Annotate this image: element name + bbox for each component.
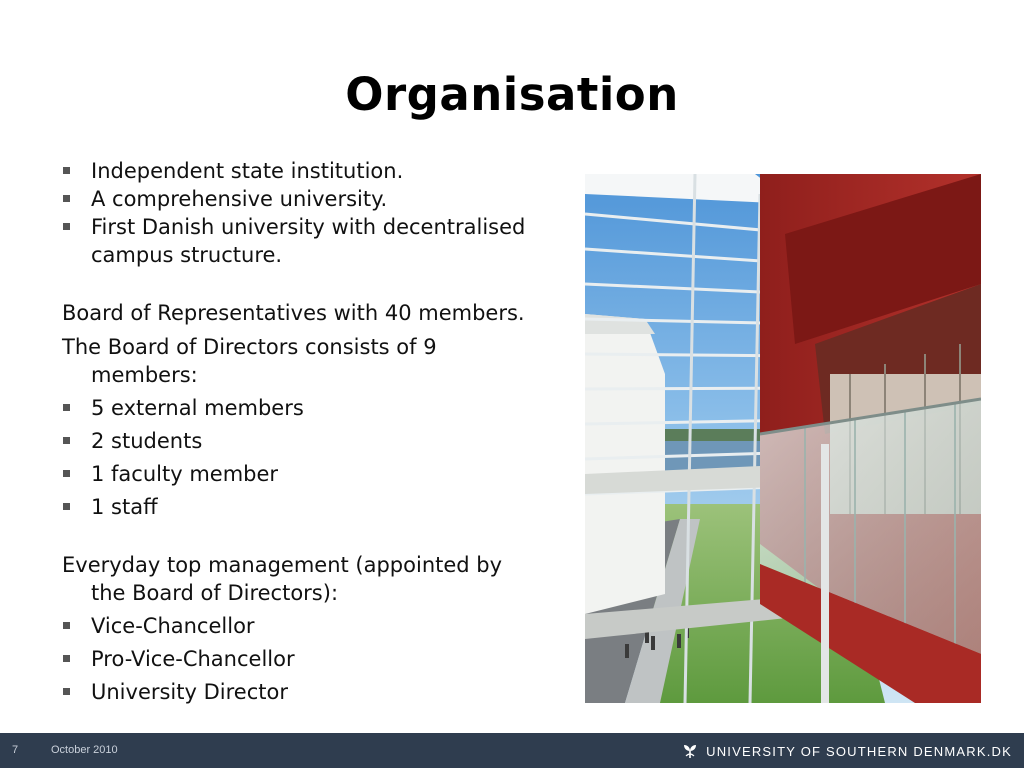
list-item: 5 external members: [62, 394, 542, 422]
list-item: First Danish university with decentralised campus structure.: [62, 213, 542, 269]
list-item: A comprehensive university.: [62, 185, 542, 213]
slide-content: [62, 157, 542, 706]
leaf-logo-icon: [681, 742, 699, 760]
board-representatives-text: Board of Representatives with 40 members.: [62, 301, 525, 325]
list-item: University Director: [62, 678, 542, 706]
university-logo: [681, 741, 1012, 761]
list-item: Independent state institution.: [62, 157, 542, 185]
page-number: 7: [12, 744, 19, 756]
slide-title: Organisation: [345, 68, 679, 121]
list-item: 1 faculty member: [62, 460, 542, 488]
board-directors-intro: The Board of Directors consists of 9 members:: [62, 335, 437, 387]
logo-wordmark: UNIVERSITY OF SOUTHERN DENMARK.DK: [706, 743, 1012, 759]
campus-building-photo: [585, 174, 981, 703]
list-item: 2 students: [62, 427, 542, 455]
list-item: 1 staff: [62, 493, 542, 521]
list-item: Vice-Chancellor: [62, 612, 542, 640]
management-intro: Everyday top management (appointed by the Board of Directors):: [62, 553, 503, 605]
footer-date: October 2010: [51, 744, 118, 756]
list-item: Pro-Vice-Chancellor: [62, 645, 542, 673]
footer-bar: [0, 733, 1024, 768]
